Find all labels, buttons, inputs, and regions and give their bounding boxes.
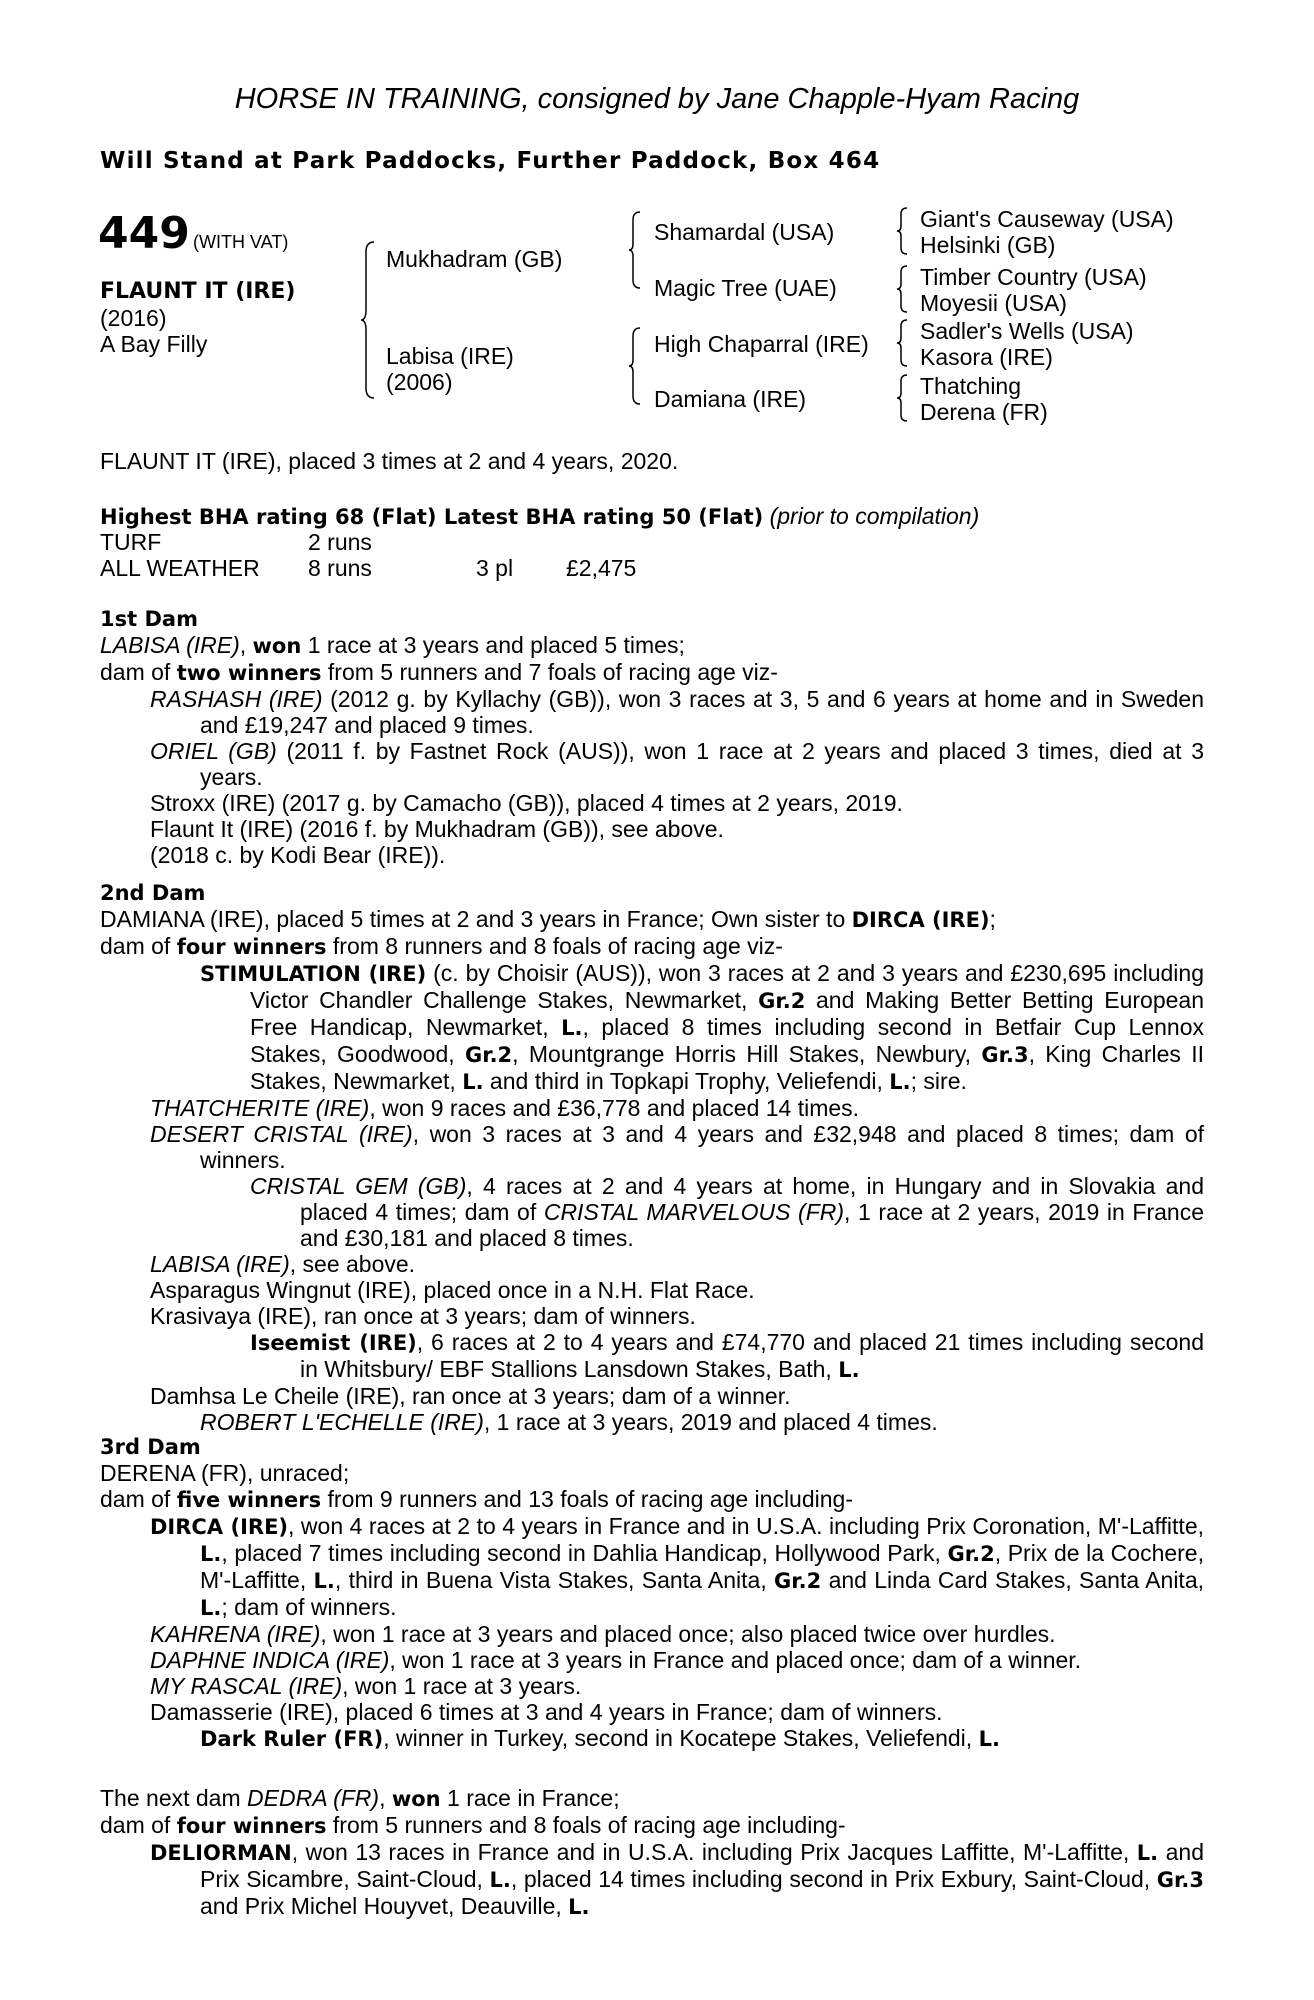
gen3-brace-2: [896, 264, 912, 314]
sire-line-brace: [628, 210, 646, 290]
ds-sire: Sadler's Wells (USA): [920, 318, 1134, 344]
earnings-cell: £2,475: [566, 555, 637, 581]
stand-location: Will Stand at Park Paddocks, Further Paddock, Box 464: [100, 148, 881, 174]
list-item: Krasivaya (IRE), ran once at 3 years; dam of winners.: [150, 1303, 696, 1329]
list-item: Damhsa Le Cheile (IRE), ran once at 3 years; dam of a winner.: [150, 1383, 791, 1409]
list-item: DELIORMAN, won 13 races in France and in U.S.A. including Prix Jacques Laffitte, M'-Laffitte, L. and Prix Sicambre, Saint-Cloud, L., placed 14 times including second in Prix Exbury, Saint-Cloud, Gr.3 and Prix Michel Houyvet, Deauville, L.: [150, 1839, 1205, 1919]
gen3-brace-4: [896, 373, 912, 423]
runs-cell: 2 runs: [308, 529, 372, 555]
bha-rating-note: (prior to compilation): [769, 503, 980, 529]
list-item: ROBERT L'ECHELLE (IRE), 1 race at 3 years, 2019 and placed 4 times.: [200, 1409, 938, 1435]
dam-year: (2006): [386, 369, 453, 395]
sire-dam: Magic Tree (UAE): [654, 275, 837, 301]
list-item: LABISA (IRE), won 1 race at 3 years and placed 5 times;: [100, 632, 685, 658]
bha-rating-values: Highest BHA rating 68 (Flat) Latest BHA rating 50 (Flat): [100, 505, 764, 529]
list-item: DIRCA (IRE), won 4 races at 2 to 4 years in France and in U.S.A. including Prix Coronation, M'-Laffitte, L., placed 7 times including second in Dahlia Handicap, Hollywood Park, Gr.2, Prix de la Cochere, M'-Laffitte, L., third in Buena Vista Stakes, Santa Anita, Gr.2 and Linda Card Stakes, Santa Anita, L.; dam of winners.: [150, 1513, 1204, 1620]
runs-cell: 8 runs: [308, 555, 372, 581]
list-item: MY RASCAL (IRE), won 1 race at 3 years.: [150, 1673, 582, 1699]
list-item: LABISA (IRE), see above.: [150, 1251, 416, 1277]
list-item: dam of four winners from 5 runners and 8 foals of racing age including-: [100, 1812, 846, 1838]
list-item: RASHASH (IRE) (2012 g. by Kyllachy (GB)), won 3 races at 3, 5 and 6 years at home and in Sweden and £19,247 and placed 9 times.: [150, 686, 1204, 738]
section-title: 3rd Dam: [100, 1435, 201, 1459]
list-item: Stroxx (IRE) (2017 g. by Camacho (GB)), placed 4 times at 2 years, 2019.: [150, 790, 903, 816]
list-item: DERENA (FR), unraced;: [100, 1460, 350, 1486]
first-dam-section: [100, 606, 1204, 868]
sd-dam: Moyesii (USA): [920, 290, 1067, 316]
horse-name: FLAUNT IT (IRE): [100, 279, 296, 304]
list-item: dam of five winners from 9 runners and 13 foals of racing age including-: [100, 1486, 853, 1512]
list-item: dam of four winners from 8 runners and 8 foals of racing age viz-: [100, 933, 783, 959]
section-title: 1st Dam: [100, 607, 198, 631]
sire-sire: Shamardal (USA): [654, 219, 835, 245]
bha-rating: [100, 503, 979, 530]
ss-sire: Giant's Causeway (USA): [920, 206, 1174, 232]
list-item: Damasserie (IRE), placed 6 times at 3 and 4 years in France; dam of winners.: [150, 1699, 943, 1725]
dam: Labisa (IRE): [386, 343, 514, 369]
placed-cell: [476, 529, 566, 555]
gen3-brace-3: [896, 318, 912, 368]
list-item: DAMIANA (IRE), placed 5 times at 2 and 3 years in France; Own sister to DIRCA (IRE);: [100, 906, 996, 932]
list-item: Iseemist (IRE), 6 races at 2 to 4 years and £74,770 and placed 21 times including second in Whitsbury/ EBF Stallions Lansdown Stakes, Bath, L.: [250, 1329, 1204, 1382]
surface-cell: ALL WEATHER: [100, 555, 260, 581]
sire: Mukhadram (GB): [386, 246, 563, 272]
dam-line-brace: [628, 326, 646, 406]
horse-year: (2016): [100, 305, 167, 331]
ss-dam: Helsinki (GB): [920, 232, 1056, 258]
list-item: Asparagus Wingnut (IRE), placed once in a N.H. Flat Race.: [150, 1277, 755, 1303]
dd-dam: Derena (FR): [920, 399, 1048, 425]
list-item: CRISTAL GEM (GB), 4 races at 2 and 4 years at home, in Hungary and in Slovakia and placed 4 times; dam of CRISTAL MARVELOUS (FR), 1 race at 2 years, 2019 in France and £30,181 and placed 8 times.: [250, 1173, 1204, 1251]
race-summary: FLAUNT IT (IRE), placed 3 times at 2 and 4 years, 2020.: [100, 448, 679, 474]
race-record-table: [100, 529, 636, 581]
dam-dam: Damiana (IRE): [654, 386, 807, 412]
list-item: Dark Ruler (FR), winner in Turkey, second in Kocatepe Stakes, Veliefendi, L.: [200, 1725, 1000, 1751]
table-row: [100, 529, 636, 555]
list-item: KAHRENA (IRE), won 1 race at 3 years and placed once; also placed twice over hurdles.: [150, 1621, 1056, 1647]
list-item: STIMULATION (IRE) (c. by Choisir (AUS)), won 3 races at 2 and 3 years and £230,695 including Victor Chandler Challenge Stakes, Newmarket, Gr.2 and Making Better Betting European Free Handicap, Newmarket, L., placed 8 times including second in Betfair Cup Lennox Stakes, Goodwood, Gr.2, Mountgrange Horris Hill Stakes, Newbury, Gr.3, King Charles II Stakes, Newmarket, L. and third in Topkapi Trophy, Veliefendi, L.; sire.: [200, 960, 1204, 1094]
list-item: THATCHERITE (IRE), won 9 races and £36,778 and placed 14 times.: [150, 1095, 860, 1121]
second-dam-section: [100, 880, 1204, 1435]
sire-dam-brace: [360, 240, 382, 400]
dd-sire: Thatching: [920, 373, 1022, 399]
list-item: dam of two winners from 5 runners and 7 foals of racing age viz-: [100, 659, 778, 685]
horse-description: A Bay Filly: [100, 331, 208, 357]
earnings-cell: [566, 529, 636, 555]
list-item: ORIEL (GB) (2011 f. by Fastnet Rock (AUS)), won 1 race at 2 years and placed 3 times, died at 3 years.: [150, 738, 1204, 790]
table-row: [100, 555, 636, 581]
vat-label: (WITH VAT): [193, 232, 289, 252]
third-dam-section: [100, 1434, 1204, 1752]
sd-sire: Timber Country (USA): [920, 264, 1147, 290]
list-item: The next dam DEDRA (FR), won 1 race in France;: [100, 1785, 620, 1811]
section-title: 2nd Dam: [100, 881, 206, 905]
list-item: DAPHNE INDICA (IRE), won 1 race at 3 years in France and placed once; dam of a winner.: [150, 1647, 1082, 1673]
ds-dam: Kasora (IRE): [920, 344, 1053, 370]
placed-cell: 3 pl: [476, 555, 514, 581]
consignor-header: HORSE IN TRAINING, consigned by Jane Chapple-Hyam Racing: [234, 83, 1080, 115]
lot-number: 449: [98, 208, 190, 259]
list-item: DESERT CRISTAL (IRE), won 3 races at 3 and 4 years and £32,948 and placed 8 times; dam of winners.: [150, 1121, 1205, 1173]
next-dam-section: [100, 1785, 1204, 1920]
gen3-brace-1: [896, 206, 912, 256]
list-item: (2018 c. by Kodi Bear (IRE)).: [150, 842, 446, 868]
dam-sire: High Chaparral (IRE): [654, 331, 869, 357]
surface-cell: TURF: [100, 529, 162, 555]
list-item: Flaunt It (IRE) (2016 f. by Mukhadram (GB)), see above.: [150, 816, 724, 842]
